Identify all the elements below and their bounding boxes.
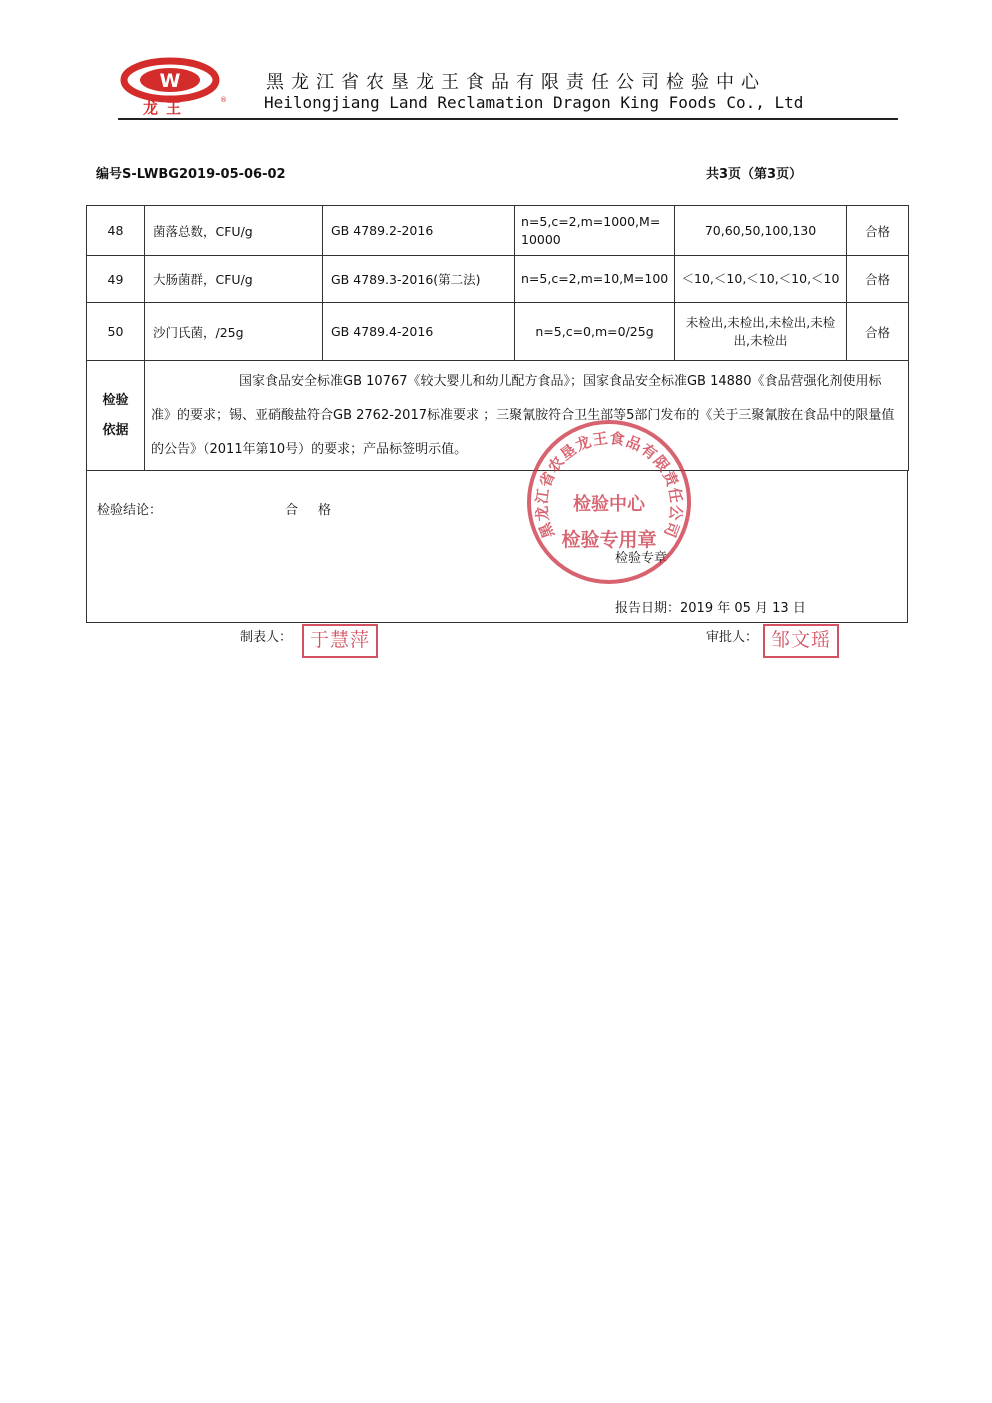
conclusion-value: 合格 [285, 503, 352, 518]
test-method: GB 4789.2-2016 [323, 206, 515, 256]
preparer-label: 制表人： [240, 630, 293, 645]
test-result: 未检出,未检出,未检出,未检出,未检出 [675, 303, 847, 361]
requirement: n=5,c=0,m=0/25g [515, 303, 675, 361]
report-number: 编号S-LWBG2019-05-06-02 [96, 167, 286, 182]
row-number: 49 [87, 256, 145, 303]
company-name-chinese: 黑龙江省农垦龙王食品有限责任公司检验中心 [266, 72, 766, 93]
test-method: GB 4789.4-2016 [323, 303, 515, 361]
table-row [87, 303, 909, 361]
svg-text:黑龙江省农垦龙王食品有限责任公司: 黑龙江省农垦龙王食品有限责任公司 [532, 429, 686, 541]
company-name-english: Heilongjiang Land Reclamation Dragon King Foods Co., Ltd [264, 93, 804, 112]
inspection-table [86, 205, 908, 623]
requirement: n=5,c=2,m=1000,M=10000 [515, 206, 675, 256]
basis-label [87, 361, 145, 471]
test-result: 70,60,50,100,130 [675, 206, 847, 256]
conclusion-section [86, 471, 908, 623]
basis-text: 国家食品安全标准GB 10767《较大婴儿和幼儿配方食品》；国家食品安全标准GB 14880《食品营强化剂使用标准》的要求；锡、亚硝酸盐符合GB 2762-2017标准要求 ；三聚氰胺符合卫生部等5部门发布的《关于三聚氰胺在食品中的限量值的公告》（2011年第10号）的要求；产品标签明示值。 [145, 361, 909, 471]
svg-text:龙王: 龙王 [142, 99, 190, 117]
table-row [87, 206, 909, 256]
row-number: 48 [87, 206, 145, 256]
verdict: 合格 [847, 256, 909, 303]
report-date: 报告日期：2019 年 05 月 13 日 [615, 601, 806, 616]
test-method: GB 4789.3-2016(第二法) [323, 256, 515, 303]
basis-label-line: 检验 [102, 392, 129, 408]
approver-signature-stamp: 邹文瑶 [763, 624, 839, 658]
conclusion-label: 检验结论： [97, 503, 163, 518]
approver-label: 审批人： [706, 630, 759, 645]
row-number: 50 [87, 303, 145, 361]
svg-text:检验专用章: 检验专用章 [561, 529, 657, 551]
test-item: 沙门氏菌，/25g [145, 303, 323, 361]
basis-label-line: 依据 [102, 422, 129, 438]
svg-text:检验中心: 检验中心 [573, 494, 645, 515]
verdict: 合格 [847, 206, 909, 256]
seal-label: 检验专章 [615, 551, 668, 566]
svg-text:W: W [159, 70, 181, 92]
basis-row [87, 361, 909, 471]
dragon-king-logo [120, 58, 226, 116]
table-row [87, 256, 909, 303]
test-result: ＜10,＜10,＜10,＜10,＜10 [675, 256, 847, 303]
verdict: 合格 [847, 303, 909, 361]
test-item: 大肠菌群，CFU/g [145, 256, 323, 303]
preparer-signature-stamp: 于慧萍 [302, 624, 378, 658]
letterhead [118, 56, 898, 120]
svg-text:®: ® [220, 96, 227, 104]
test-item: 菌落总数，CFU/g [145, 206, 323, 256]
inspection-seal [525, 418, 693, 586]
page-count: 共3页（第3页） [706, 167, 803, 182]
requirement: n=5,c=2,m=10,M=100 [515, 256, 675, 303]
